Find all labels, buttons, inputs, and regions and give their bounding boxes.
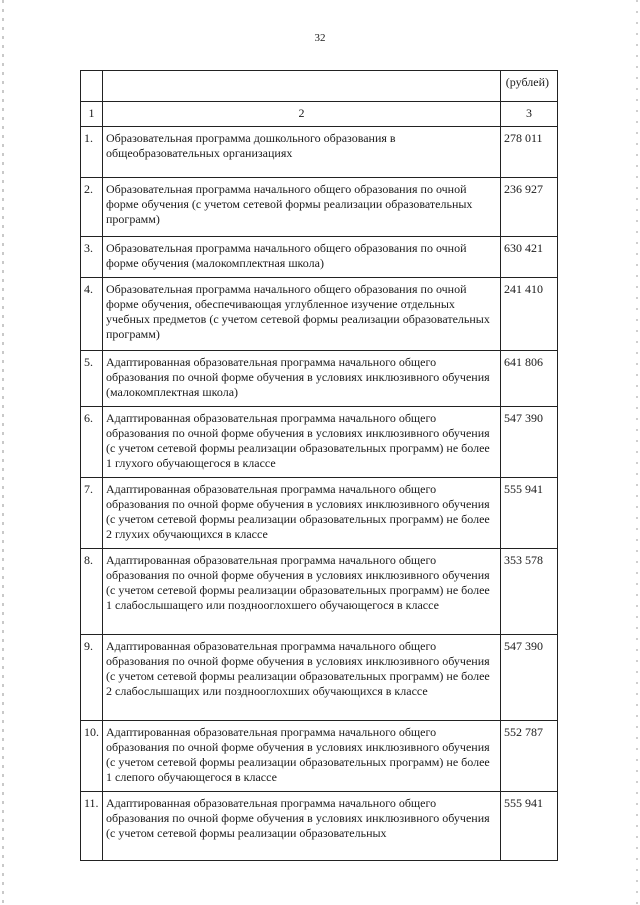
row-number: 4. [81, 278, 103, 351]
table-row [81, 178, 558, 237]
unit-label: (рублей) [501, 71, 558, 102]
program-description: Адаптированная образовательная программа начального общего образования по очной форме обучения в условиях инклюзивного обучения (с учетом сетевой формы реализации образовательных программ) не более 1 слепого обучающегося в классе [103, 721, 501, 792]
row-number: 3. [81, 237, 103, 278]
row-number: 11. [81, 792, 103, 861]
program-description: Образовательная программа начального общего образования по очной форме обучения, обеспечивающая углубленное изучение отдельных учебных предметов (с учетом сетевой формы реализации образовательных программ) [103, 278, 501, 351]
cost-value: 555 941 [501, 478, 558, 549]
row-number: 9. [81, 635, 103, 721]
row-number: 2. [81, 178, 103, 237]
program-description: Адаптированная образовательная программа начального общего образования по очной форме обучения в условиях инклюзивного обучения (с учетом сетевой формы реализации образовательных программ) не более 1 слабослышащего или позднооглохшего обучающегося в классе [103, 549, 501, 635]
program-description: Адаптированная образовательная программа начального общего образования по очной форме обучения в условиях инклюзивного обучения (с учетом сетевой формы реализации образовательных [103, 792, 501, 861]
row-number: 7. [81, 478, 103, 549]
cost-value: 241 410 [501, 278, 558, 351]
unit-row [81, 71, 558, 102]
column-number: 2 [103, 102, 501, 127]
table-row [81, 407, 558, 478]
table-row [81, 127, 558, 178]
column-number: 3 [501, 102, 558, 127]
table-row [81, 792, 558, 861]
cost-value: 236 927 [501, 178, 558, 237]
cost-value: 278 011 [501, 127, 558, 178]
column-number: 1 [81, 102, 103, 127]
cost-table [80, 70, 558, 861]
row-number: 6. [81, 407, 103, 478]
program-description: Адаптированная образовательная программа начального общего образования по очной форме обучения в условиях инклюзивного обучения (малокомплектная школа) [103, 351, 501, 407]
page-number: 32 [314, 32, 326, 44]
row-number: 10. [81, 721, 103, 792]
row-number: 1. [81, 127, 103, 178]
unit-row-empty-cell [81, 71, 103, 102]
program-description: Образовательная программа начального общего образования по очной форме обучения (малокомплектная школа) [103, 237, 501, 278]
cost-value: 353 578 [501, 549, 558, 635]
cost-value: 552 787 [501, 721, 558, 792]
cost-value: 547 390 [501, 407, 558, 478]
scan-edge-right [636, 0, 638, 905]
program-description: Адаптированная образовательная программа начального общего образования по очной форме обучения в условиях инклюзивного обучения (с учетом сетевой формы реализации образовательных программ) не более 1 глухого обучающегося в классе [103, 407, 501, 478]
table-row [81, 237, 558, 278]
scan-edge-left [2, 0, 4, 905]
column-number-row [81, 102, 558, 127]
cost-value: 555 941 [501, 792, 558, 861]
table-row [81, 721, 558, 792]
cost-value: 547 390 [501, 635, 558, 721]
program-description: Образовательная программа дошкольного образования в общеобразовательных организациях [103, 127, 501, 178]
row-number: 8. [81, 549, 103, 635]
cost-value: 630 421 [501, 237, 558, 278]
unit-row-empty-cell [103, 71, 501, 102]
table-row [81, 278, 558, 351]
program-description: Адаптированная образовательная программа начального общего образования по очной форме обучения в условиях инклюзивного обучения (с учетом сетевой формы реализации образовательных программ) не более 2 глухих обучающихся в классе [103, 478, 501, 549]
cost-value: 641 806 [501, 351, 558, 407]
row-number: 5. [81, 351, 103, 407]
program-description: Образовательная программа начального общего образования по очной форме обучения (с учетом сетевой формы реализации образовательных программ) [103, 178, 501, 237]
table-row [81, 549, 558, 635]
table-row [81, 635, 558, 721]
program-description: Адаптированная образовательная программа начального общего образования по очной форме обучения в условиях инклюзивного обучения (с учетом сетевой формы реализации образовательных программ) не более 2 слабослышащих или позднооглохших обучающихся в классе [103, 635, 501, 721]
table-row [81, 351, 558, 407]
table-row [81, 478, 558, 549]
